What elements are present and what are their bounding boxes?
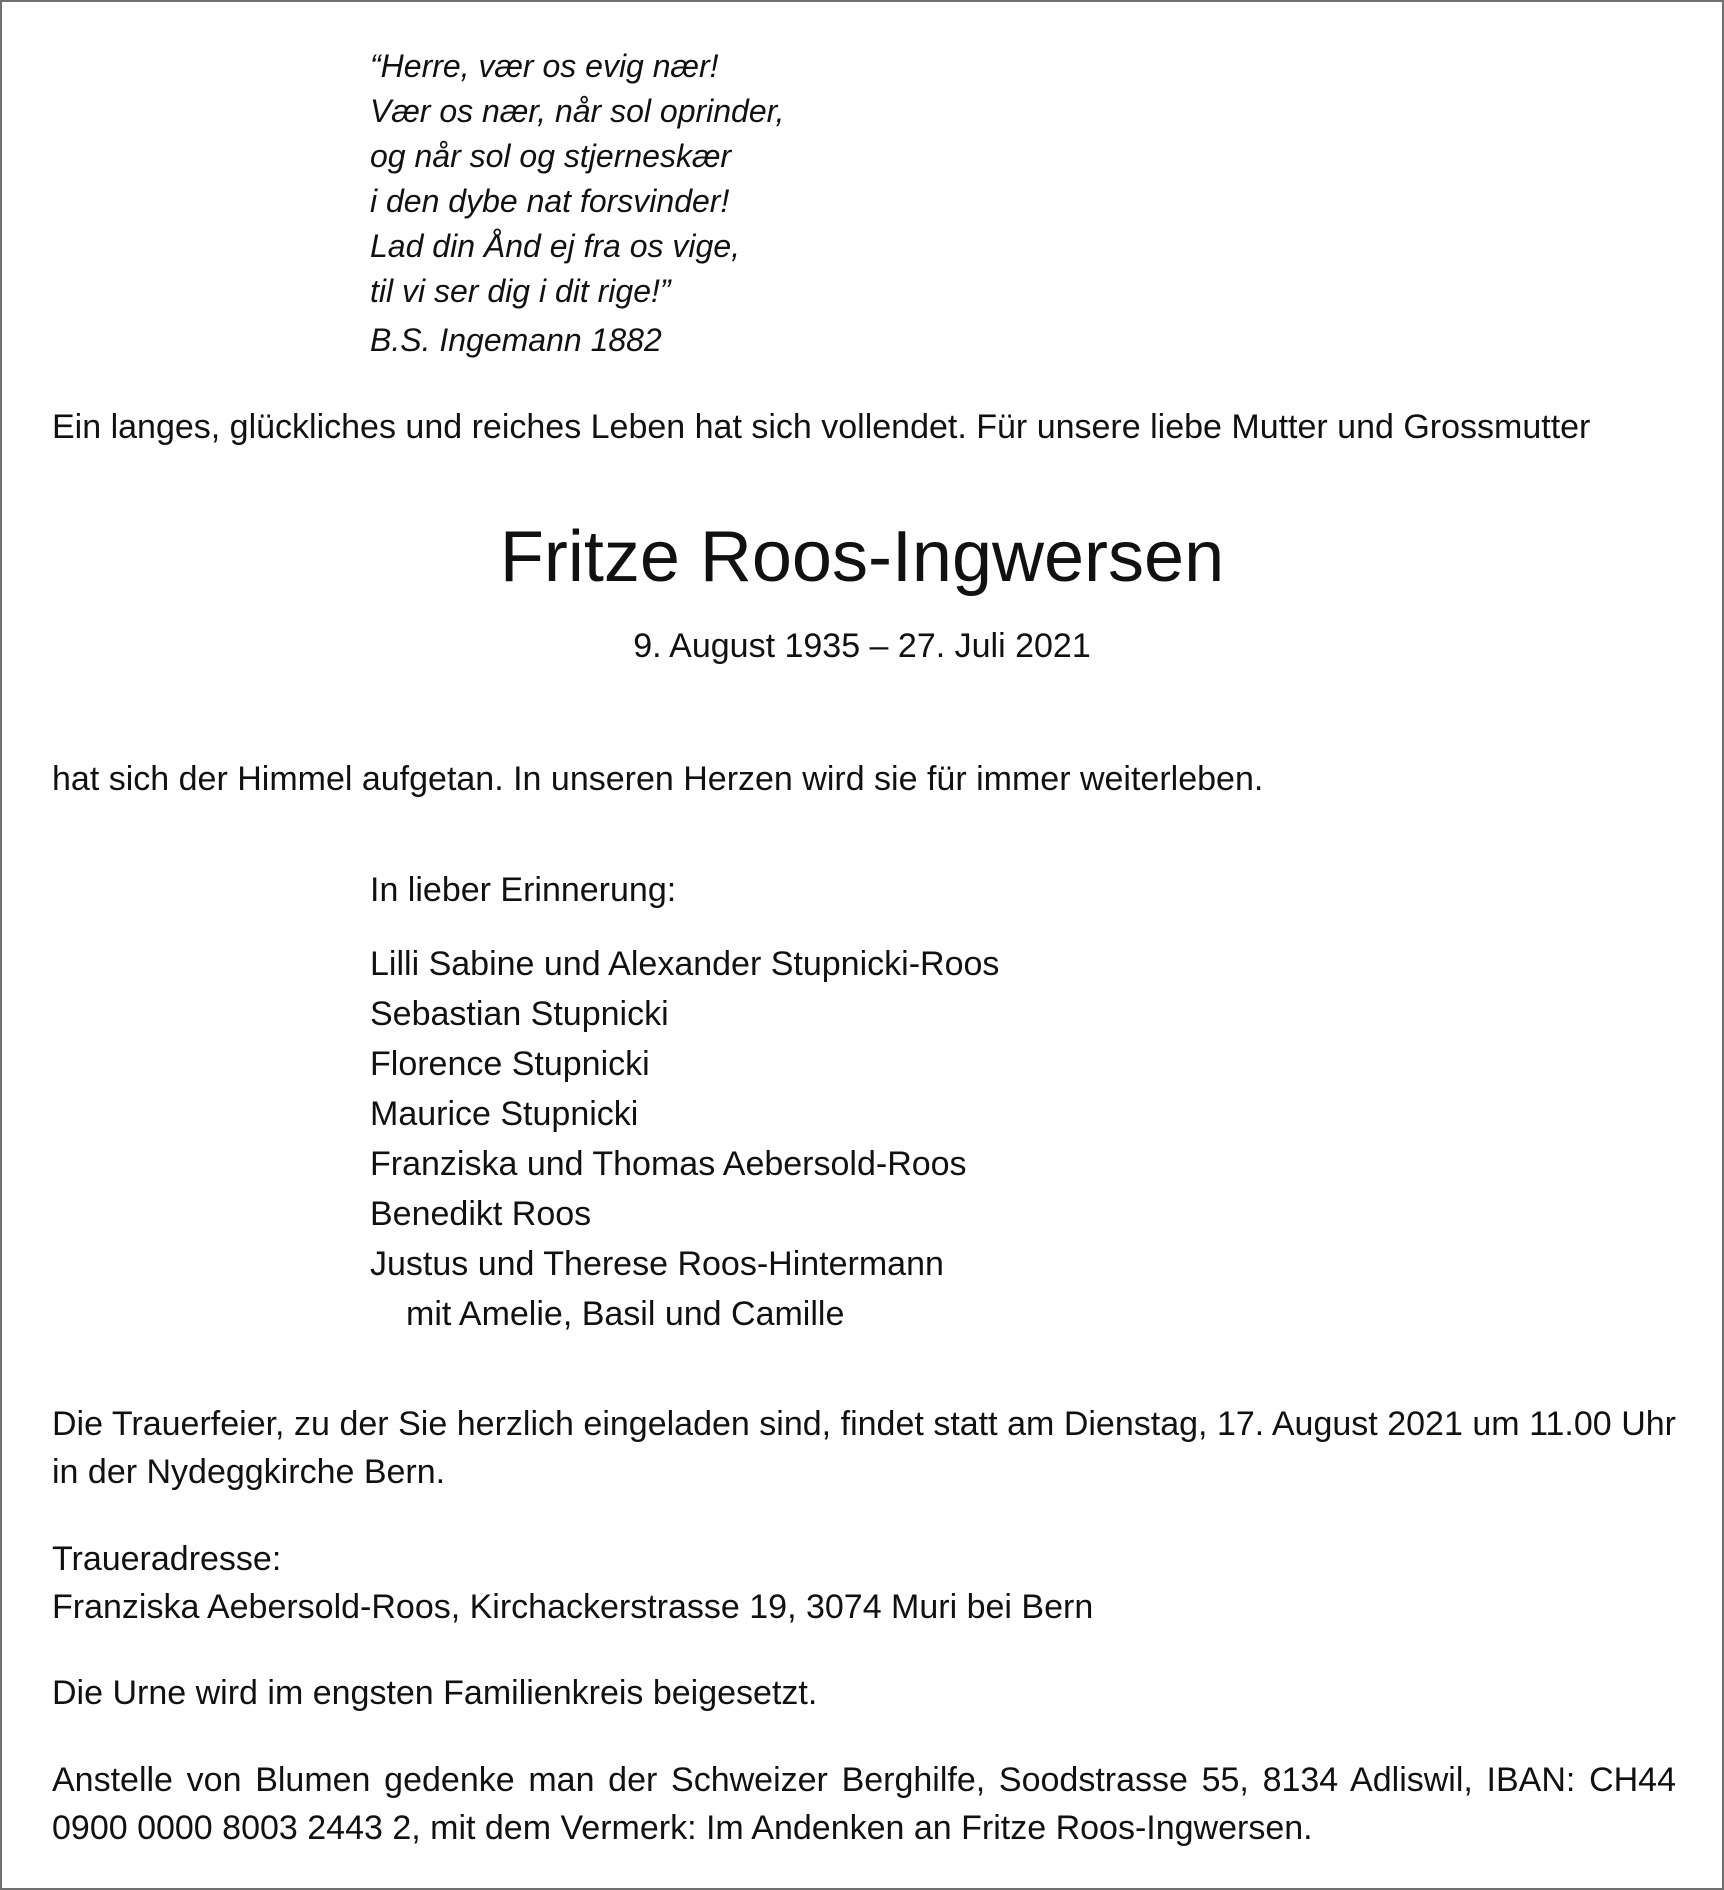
- mourners-list: [370, 939, 999, 1339]
- poem-line: Lad din Ånd ej fra os vige,: [370, 228, 741, 264]
- mourner-name: Maurice Stupnicki: [370, 1095, 639, 1133]
- ceremony-text: Die Trauerfeier, zu der Sie herzlich eingeladen sind, findet statt am Dienstag, 17. August 2021 um 11.00 Uhr in der Nydeggkirche Bern.: [52, 1405, 1676, 1491]
- poem-line: og når sol og stjerneskær: [370, 138, 732, 174]
- poem-line: “Herre, vær os evig nær!: [370, 48, 719, 84]
- mourner-name: Benedikt Roos: [370, 1195, 592, 1233]
- poem-author: B.S. Ingemann 1882: [370, 322, 662, 358]
- poem-line: Vær os nær, når sol oprinder,: [370, 93, 785, 129]
- urn-text: Die Urne wird im engsten Familienkreis beigesetzt.: [52, 1674, 818, 1712]
- donation-text: Anstelle von Blumen gedenke man der Schweizer Berghilfe, Soodstrasse 55, 8134 Adliswil, IBAN: CH44 0900 0000 8003 2443 2, mit dem Vermerk: Im Andenken an Fritze Roos-Ingwersen.: [52, 1761, 1676, 1847]
- deceased-name: Fritze Roos-Ingwersen: [499, 517, 1225, 597]
- intro-text: Ein langes, glückliches und reiches Leben hat sich vollendet. Für unsere liebe Mutter und Grossmutter: [52, 408, 1591, 446]
- mourner-name: Franziska und Thomas Aebersold-Roos: [370, 1145, 967, 1183]
- mourner-name: Lilli Sabine und Alexander Stupnicki-Roos: [370, 945, 1000, 983]
- mourner-name: Justus und Therese Roos-Hintermann: [370, 1245, 944, 1283]
- poem-line: i den dybe nat forsvinder!: [370, 183, 730, 219]
- continuation-text: hat sich der Himmel aufgetan. In unseren Herzen wird sie für immer weiterleben.: [52, 760, 1264, 798]
- mourner-sub-line: mit Amelie, Basil und Camille: [406, 1295, 845, 1333]
- poem-quote: [370, 44, 784, 363]
- address-value: Franziska Aebersold-Roos, Kirchackerstrasse 19, 3074 Muri bei Bern: [52, 1588, 1094, 1626]
- address-label: Traueradresse:: [52, 1540, 282, 1578]
- mourner-name: Florence Stupnicki: [370, 1045, 650, 1083]
- poem-line: til vi ser dig i dit rige!”: [370, 273, 671, 309]
- deceased-dates: 9. August 1935 – 27. Juli 2021: [633, 627, 1091, 665]
- mourners-heading: In lieber Erinnerung:: [370, 871, 677, 909]
- mourner-name: Sebastian Stupnicki: [370, 995, 669, 1033]
